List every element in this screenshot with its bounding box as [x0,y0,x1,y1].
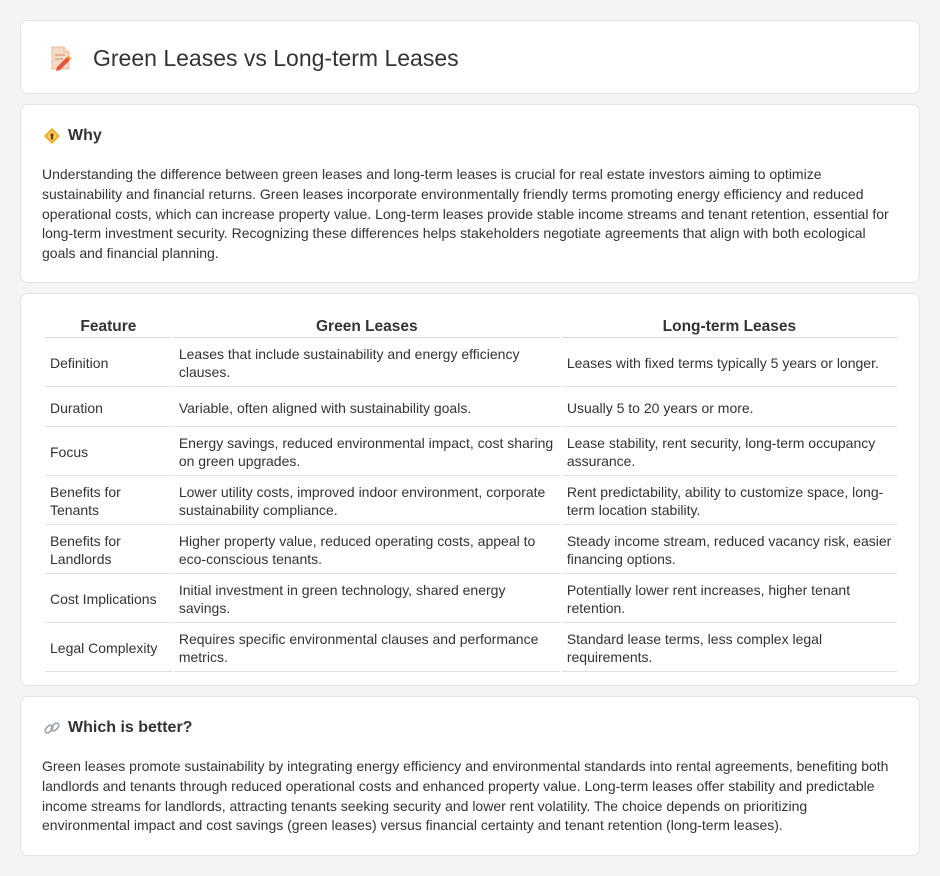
table-row [45,623,897,672]
document-pencil-icon [45,43,75,73]
green-lease-cell: Energy savings, reduced environmental impact, cost sharing on green upgrades. [174,427,560,476]
which-is-better-section [20,696,920,856]
feature-cell: Definition [45,338,172,387]
better-title: Which is better? [68,719,193,736]
diamond-sign-icon [43,127,61,145]
green-lease-cell: Variable, often aligned with sustainability goals. [174,387,560,427]
column-header: Green Leases [174,316,560,338]
table-row [45,476,897,525]
feature-cell: Benefits for Tenants [45,476,172,525]
better-heading [43,719,192,737]
table-row [45,427,897,476]
green-lease-cell: Leases that include sustainability and energy efficiency clauses. [174,338,560,387]
better-text: Green leases promote sustainability by integrating energy efficiency and environmental standards into rental agreements, benefiting both landlords and tenants through reduced operational costs and enhanced property value. Long-term leases offer stability and predictable income streams for landlords, attracting tenants seeking security and lower rent volatility. The choice depends on prioritizing environmental impact and cost savings (green leases) versus financial certainty and tenant retention (long-term leases). [42,758,889,834]
why-section [20,104,920,283]
why-title: Why [68,127,102,144]
green-lease-cell: Higher property value, reduced operating costs, appeal to eco-conscious tenants. [174,525,560,574]
long-term-lease-cell: Steady income stream, reduced vacancy risk, easier financing options. [562,525,897,574]
long-term-lease-cell: Leases with fixed terms typically 5 years or longer. [562,338,897,387]
table-row [45,525,897,574]
feature-cell: Cost Implications [45,574,172,623]
table-row [45,387,897,427]
link-icon [43,719,61,737]
title-row [45,43,459,73]
why-heading [43,127,102,145]
long-term-lease-cell: Lease stability, rent security, long-term occupancy assurance. [562,427,897,476]
column-header: Feature [45,316,172,338]
feature-cell: Legal Complexity [45,623,172,672]
header-card [20,20,920,94]
comparison-card [20,293,920,686]
long-term-lease-cell: Rent predictability, ability to customize space, long-term location stability. [562,476,897,525]
table-header-row [45,316,897,338]
long-term-lease-cell: Usually 5 to 20 years or more. [562,387,897,427]
feature-cell: Focus [45,427,172,476]
table-row [45,338,897,387]
why-text: Understanding the difference between green leases and long-term leases is crucial for real estate investors aiming to optimize sustainability and financial returns. Green leases incorporate environmentally friendly terms promoting energy efficiency and reduced operational costs, which can increase property value. Long-term leases provide stable income streams and tenant retention, essential for long-term investment security. Recognizing these differences helps stakeholders negotiate agreements that align with both ecological goals and financial planning. [42,166,889,262]
feature-cell: Benefits for Landlords [45,525,172,574]
comparison-table [43,316,899,672]
column-header: Long-term Leases [562,316,897,338]
page-title: Green Leases vs Long-term Leases [93,44,459,71]
long-term-lease-cell: Standard lease terms, less complex legal requirements. [562,623,897,672]
green-lease-cell: Requires specific environmental clauses and performance metrics. [174,623,560,672]
green-lease-cell: Initial investment in green technology, shared energy savings. [174,574,560,623]
long-term-lease-cell: Potentially lower rent increases, higher tenant retention. [562,574,897,623]
feature-cell: Duration [45,387,172,427]
green-lease-cell: Lower utility costs, improved indoor environment, corporate sustainability compliance. [174,476,560,525]
table-row [45,574,897,623]
